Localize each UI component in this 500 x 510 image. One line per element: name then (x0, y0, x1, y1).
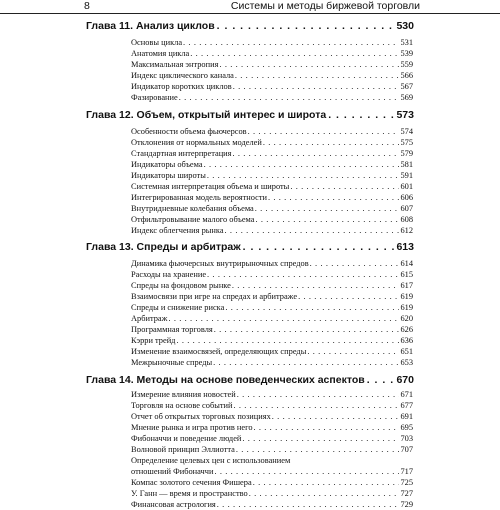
dot-leader (255, 203, 400, 214)
dot-leader (263, 137, 400, 148)
chapter-page: 670 (396, 374, 414, 386)
toc-entry[interactable] (131, 37, 413, 48)
entry-page: 717 (400, 467, 413, 476)
entry-page: 601 (400, 182, 413, 191)
entry-title: Определение целевых цен с использованием (131, 456, 291, 465)
entry-page: 703 (400, 434, 413, 443)
entry-page: 617 (400, 281, 413, 290)
entry-page: 531 (400, 38, 413, 47)
toc-entry[interactable] (131, 444, 413, 455)
dot-leader (168, 313, 399, 324)
entry-page: 575 (400, 138, 413, 147)
chapter-heading[interactable] (86, 241, 414, 255)
entry-title: Системная интерпретация объема и широты (131, 182, 290, 191)
dot-leader (217, 499, 400, 510)
entry-page: 636 (400, 336, 413, 345)
toc-entry[interactable] (131, 92, 413, 103)
entry-title: Торговля на основе событий (131, 401, 233, 410)
entry-page: 606 (400, 193, 413, 202)
toc-entry[interactable] (131, 214, 413, 225)
toc-entry[interactable] (131, 357, 413, 368)
toc-entry[interactable] (131, 346, 413, 357)
entry-page: 612 (400, 226, 413, 235)
entry-page: 620 (400, 314, 413, 323)
entry-title: Мнение рынка и игра против него (131, 423, 253, 432)
toc-entry[interactable] (131, 488, 413, 499)
dot-leader (236, 444, 400, 455)
entry-title: Динамика фьючерсных внутрирыночных спредов (131, 259, 309, 268)
entry-title: Измерение влияния новостей (131, 390, 236, 399)
toc-entry[interactable] (131, 280, 413, 291)
dot-leader (272, 411, 400, 422)
entry-title: Взаимосвязи при игре на спредах и арбитраже (131, 292, 298, 301)
dot-leader (328, 109, 394, 121)
dot-leader (225, 225, 400, 236)
toc-entry[interactable] (131, 400, 413, 411)
entry-title: Индикатор коротких циклов (131, 82, 232, 91)
entry-title: Индекс циклического канала (131, 71, 234, 80)
entry-page: 607 (400, 204, 413, 213)
dot-leader (268, 192, 399, 203)
chapter-heading[interactable] (86, 374, 414, 388)
entry-title: Изменение взаимосвязей, определяющих спреды (131, 347, 307, 356)
dot-leader (213, 357, 399, 368)
entry-page: 559 (400, 60, 413, 69)
entry-page: 615 (400, 270, 413, 279)
entry-page: 671 (400, 390, 413, 399)
chapter-page: 530 (396, 20, 414, 32)
entry-page: 729 (400, 500, 413, 509)
dot-leader (207, 170, 400, 181)
entry-title: Индекс облегчения рынка (131, 226, 224, 235)
chapter-title: Глава 14. Методы на основе поведенческих аспектов (86, 374, 365, 386)
toc-entry[interactable] (131, 302, 413, 313)
toc-entry[interactable] (131, 81, 413, 92)
toc-entry[interactable] (131, 455, 413, 466)
entry-page: 725 (400, 478, 413, 487)
toc-entry[interactable] (131, 499, 413, 510)
entry-title: Максимальная энтропия (131, 60, 219, 69)
toc-entry[interactable] (131, 48, 413, 59)
toc-entry[interactable] (131, 126, 413, 137)
toc-entry[interactable] (131, 389, 413, 400)
dot-leader (214, 324, 400, 335)
entry-title: Анатомия цикла (131, 49, 190, 58)
dot-leader (207, 269, 399, 280)
dot-leader (290, 181, 399, 192)
toc-entry[interactable] (131, 258, 413, 269)
chapter-title: Глава 11. Анализ циклов (86, 20, 215, 32)
dot-leader (183, 37, 399, 48)
entry-title: Индикаторы широты (131, 171, 206, 180)
entry-title: Отклонения от нормальных моделей (131, 138, 262, 147)
toc-entry[interactable] (131, 335, 413, 346)
entry-title: Межрыночные спреды (131, 358, 213, 367)
entry-title: Программная торговля (131, 325, 213, 334)
chapter-page: 613 (396, 241, 414, 253)
dot-leader (254, 422, 400, 433)
entry-page: 626 (400, 325, 413, 334)
entry-title: Особенности объема фьючерсов (131, 127, 247, 136)
dot-leader (298, 291, 399, 302)
entry-page: 727 (400, 489, 413, 498)
entry-page: 581 (400, 160, 413, 169)
entry-title: Основы цикла (131, 38, 183, 47)
entry-page: 614 (400, 259, 413, 268)
dot-leader (256, 214, 400, 225)
entry-title: Кэрри трейд (131, 336, 176, 345)
dot-leader (235, 70, 400, 81)
entry-title: Спреды и снижение риска (131, 303, 225, 312)
toc-entry[interactable] (131, 313, 413, 324)
toc-entry[interactable] (131, 411, 413, 422)
dot-leader (310, 258, 400, 269)
dot-leader (204, 159, 400, 170)
entry-page: 567 (400, 82, 413, 91)
entry-page: 579 (400, 149, 413, 158)
entry-page: 574 (400, 127, 413, 136)
toc-entry[interactable] (131, 433, 413, 444)
entry-page: 619 (400, 303, 413, 312)
dot-leader (233, 148, 400, 159)
entry-title: Арбитраж (131, 314, 168, 323)
dot-leader (190, 48, 399, 59)
entry-title: Отфильтровывание малого объема (131, 215, 255, 224)
dot-leader (237, 389, 400, 400)
dot-leader (232, 280, 400, 291)
entry-page: 707 (400, 445, 413, 454)
dot-leader (176, 335, 399, 346)
dot-leader (367, 374, 395, 386)
running-title: Системы и методы биржевой торговли (230, 0, 420, 12)
entry-page: 677 (400, 401, 413, 410)
toc-entry[interactable] (131, 477, 413, 488)
toc-entry[interactable] (131, 269, 413, 280)
entry-title: Индикаторы объема (131, 160, 203, 169)
chapter-heading[interactable] (86, 109, 414, 123)
entry-title: Компас золотого сечения Фишера (131, 478, 252, 487)
toc-entry[interactable] (131, 70, 413, 81)
toc-entry[interactable] (131, 59, 413, 70)
entry-page: 651 (400, 347, 413, 356)
dot-leader (233, 81, 400, 92)
toc-entry[interactable] (131, 148, 413, 159)
toc-entry[interactable] (131, 181, 413, 192)
entry-title: Финансовая астрология (131, 500, 216, 509)
toc-entry[interactable] (131, 170, 413, 181)
entry-title: Спреды на фондовом рынке (131, 281, 231, 290)
entry-title: У. Ганн — время и пространство (131, 489, 248, 498)
entry-page: 569 (400, 93, 413, 102)
chapter-page: 573 (396, 109, 414, 121)
chapter-title: Глава 12. Объем, открытый интерес и широта (86, 109, 327, 121)
dot-leader (242, 433, 399, 444)
dot-leader (233, 400, 399, 411)
toc-entry[interactable] (131, 203, 413, 214)
dot-leader (253, 477, 400, 488)
entry-title: Интегрированная модель вероятности (131, 193, 267, 202)
toc-entry[interactable] (131, 291, 413, 302)
entry-title: Фибоначчи и поведение людей (131, 434, 242, 443)
dot-leader (225, 302, 399, 313)
dot-leader (219, 59, 399, 70)
dot-leader (249, 488, 400, 499)
entry-title: отношений Фибоначчи (131, 467, 214, 476)
toc-entry[interactable] (131, 422, 413, 433)
toc-entry[interactable] (131, 159, 413, 170)
entry-page: 691 (400, 412, 413, 421)
entry-title: Внутридневные колебания объема (131, 204, 254, 213)
entry-page: 591 (400, 171, 413, 180)
toc-entry[interactable] (131, 192, 413, 203)
entry-title: Стандартная интерпретация (131, 149, 232, 158)
entry-page: 653 (400, 358, 413, 367)
entry-page: 695 (400, 423, 413, 432)
entry-title: Расходы на хранение (131, 270, 207, 279)
entry-page: 608 (400, 215, 413, 224)
entry-title: Фазирование (131, 93, 178, 102)
running-header (0, 0, 500, 14)
dot-leader (243, 241, 395, 253)
entry-page: 539 (400, 49, 413, 58)
toc-entry[interactable] (131, 324, 413, 335)
page-number: 8 (84, 0, 90, 12)
entry-title: Волновой принцип Эллиотта (131, 445, 235, 454)
dot-leader (248, 126, 400, 137)
toc-entry[interactable] (131, 466, 413, 477)
dot-leader (217, 20, 395, 32)
entry-page: 619 (400, 292, 413, 301)
toc-entry[interactable] (131, 225, 413, 236)
dot-leader (307, 346, 399, 357)
chapter-title: Глава 13. Спреды и арбитраж (86, 241, 241, 253)
toc-entry[interactable] (131, 137, 413, 148)
dot-leader (214, 466, 399, 477)
dot-leader (179, 92, 400, 103)
chapter-heading[interactable] (86, 20, 414, 34)
entry-title: Отчет об открытых торговых позициях (131, 412, 271, 421)
entry-page: 566 (400, 71, 413, 80)
